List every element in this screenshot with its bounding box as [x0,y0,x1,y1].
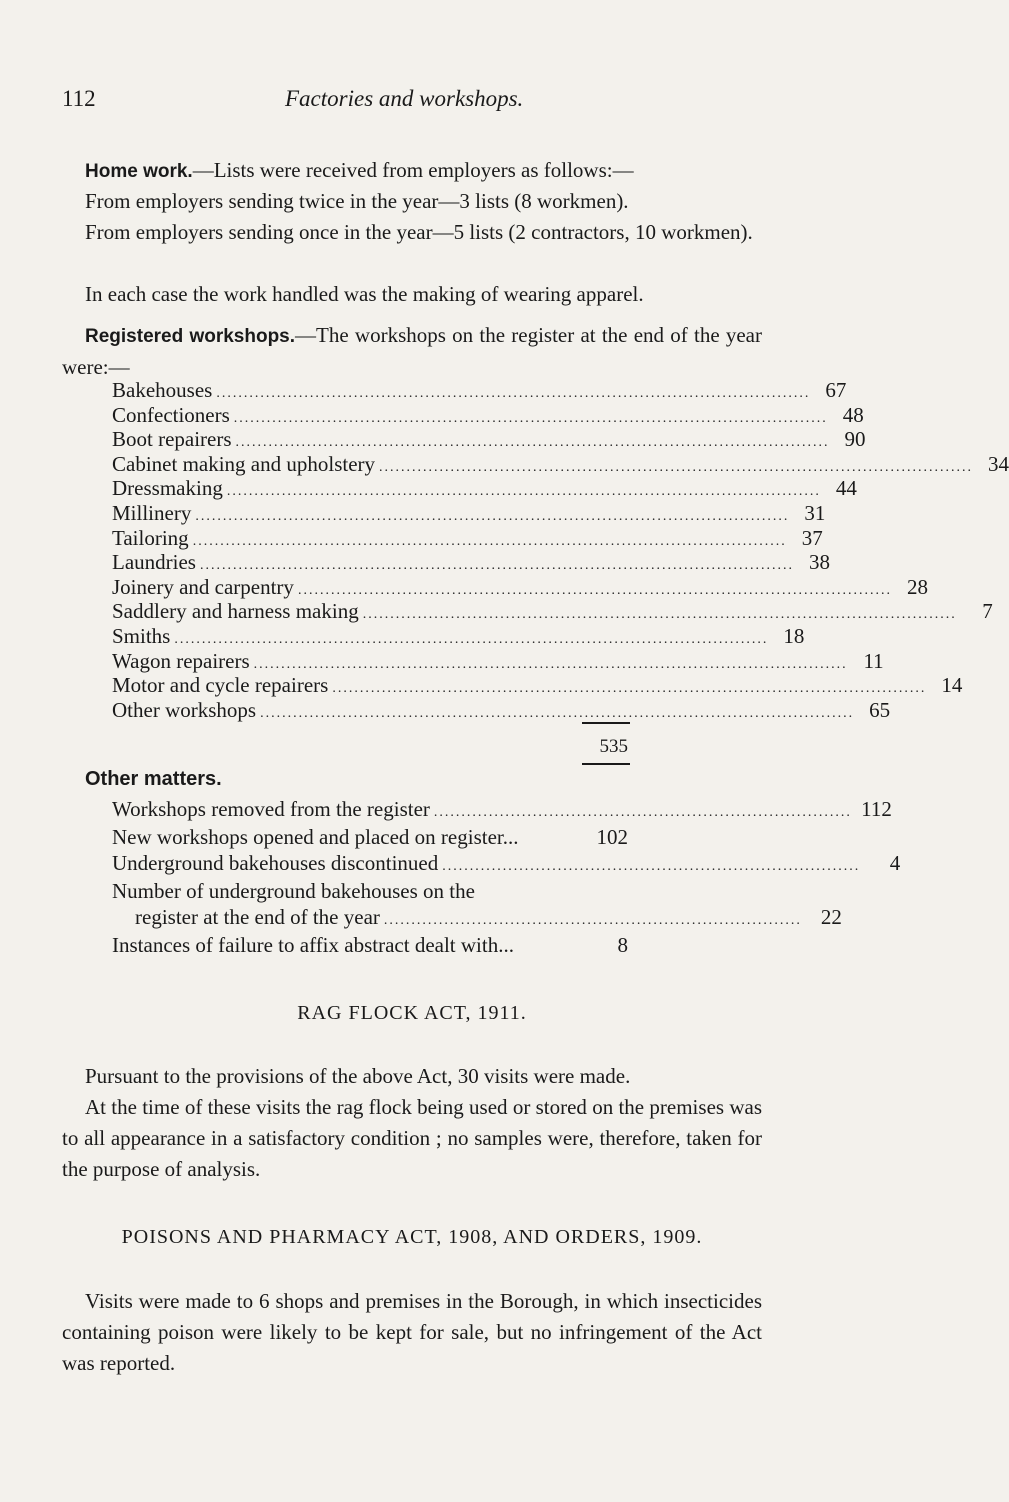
page-number: 112 [62,86,96,111]
list-item: Dressmaking ............................................................................................................ 44 [112,476,857,501]
home-work-note: In each case the work handled was the making of wearing apparel. [85,282,644,306]
poisons-title: POISONS AND PHARMACY ACT, 1908, AND ORDERS, 1909. [121,1226,703,1248]
list-item: Workshops removed from the register ............................................................................ 112 [112,797,892,821]
workshops-total: 535 [599,736,628,757]
list-item: New workshops opened and placed on register... 102 [112,825,628,850]
registered-intro: —The workshops on the register at the end of the year were:— [62,323,762,379]
registered-paragraph [62,320,762,383]
sum-rule-bottom [582,763,630,765]
list-item-continued: register at the end of the year ............................................................................ 22 [135,904,842,929]
list-item: Millinery ............................................................................................................ 31 [112,500,826,525]
list-item: Cabinet making and upholstery ............................................................................................................ 34 [112,451,1009,476]
list-item: Bakehouses ............................................................................................................ 67 [112,378,847,402]
rag-flock-paragraph-1: Pursuant to the provisions of the above Act, 30 visits were made. [85,1064,631,1088]
home-work-intro: —Lists were received from employers as follows:— [192,158,634,182]
home-work-heading: Home work. [85,161,193,182]
page-header [62,86,762,120]
list-item: Underground bakehouses discontinued ............................................................................ 4 [112,850,901,875]
list-item: Number of underground bakehouses on the [112,879,475,904]
list-item: Joinery and carpentry ............................................................................................................ 28 [112,574,928,599]
other-matters-heading: Other matters. [85,768,222,790]
list-item: Boot repairers ............................................................................................................ 90 [112,427,866,452]
list-item: Tailoring ............................................................................................................ 37 [112,525,823,550]
list-item: Smiths ............................................................................................................ 18 [112,623,805,648]
list-item: Other workshops ............................................................................................................ 65 [112,697,891,722]
list-item: Instances of failure to affix abstract dealt with... 8 [112,933,628,958]
list-item: Saddlery and harness making ............................................................................................................ 7 [112,599,993,624]
list-item: Confectioners ............................................................................................................ 48 [112,402,864,427]
registered-heading: Registered workshops. [85,326,296,347]
list-item: Laundries ............................................................................................................ 38 [112,550,830,575]
running-title: Factories and workshops. [285,86,524,111]
home-work-line-1: From employers sending twice in the year—3 lists (8 workmen). [85,189,629,213]
list-item: Wagon repairers ............................................................................................................ 11 [112,648,884,673]
home-work-line-2: From employers sending once in the year—5 lists (2 contractors, 10 workmen). [85,220,753,244]
rag-flock-title: RAG FLOCK ACT, 1911. [297,1002,527,1024]
registered-workshops-list [112,378,1009,722]
poisons-paragraph: Visits were made to 6 shops and premises in the Borough, in which insecticides containing poison were likely to be kept for sale, but no infringement of the Act was reported. [62,1289,762,1375]
other-matters-list [112,797,901,958]
list-item: Motor and cycle repairers ............................................................................................................ 14 [112,673,963,698]
home-work-paragraph [62,155,762,187]
sum-rule [582,722,630,724]
rag-flock-paragraph-2: At the time of these visits the rag flock being used or stored on the premises was to all appearance in a satisfactory condition ; no samples were, therefore, taken for the purpose of analysis. [62,1095,762,1181]
